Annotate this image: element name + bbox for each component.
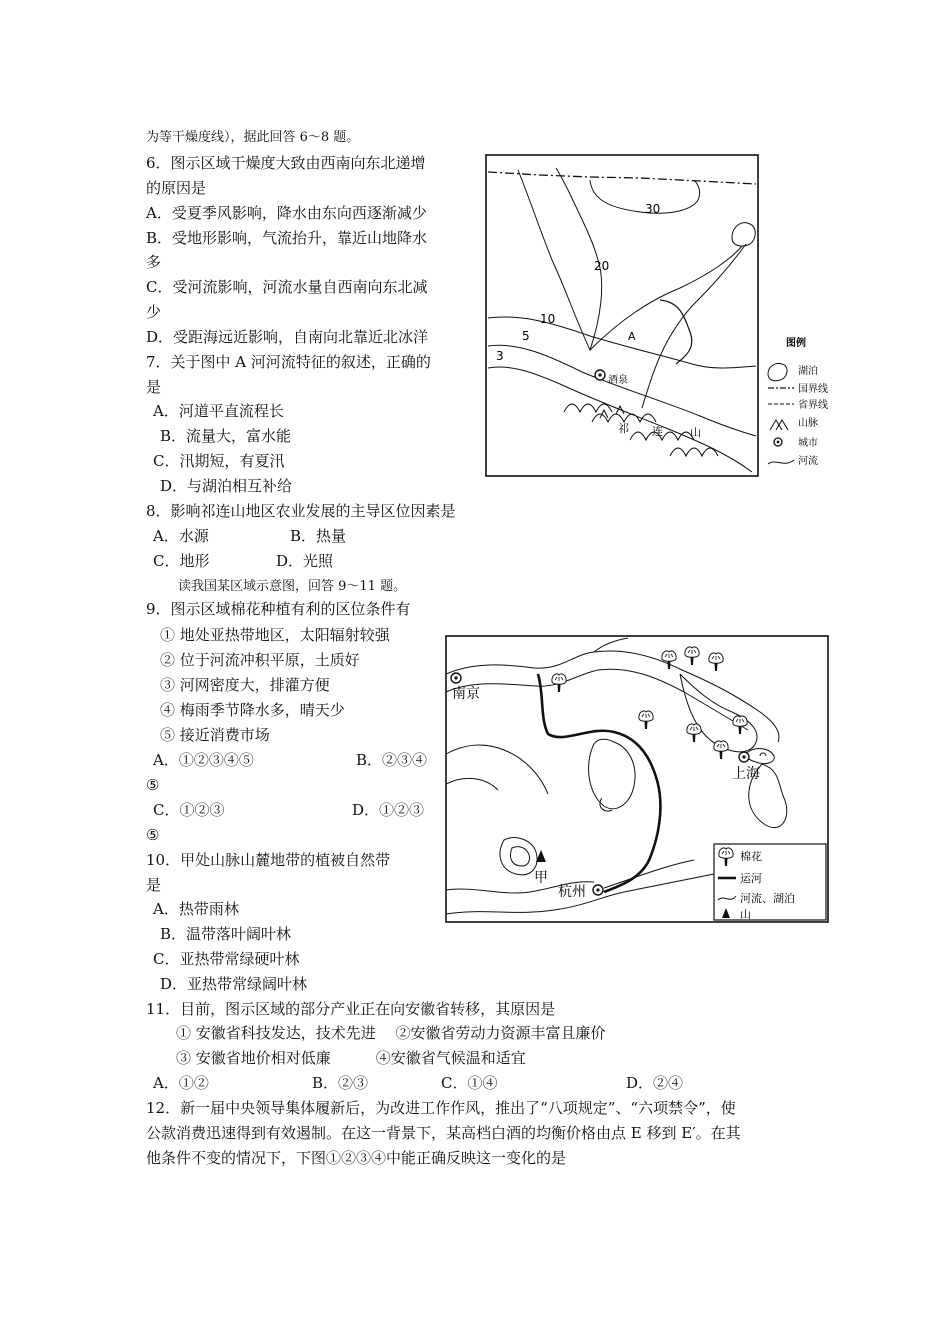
delta-map <box>444 634 830 924</box>
legend-title: 图例 <box>786 338 806 349</box>
q10-option-c[interactable]: C．亚热带常绿硬叶林 <box>153 950 300 968</box>
q6-stem-1: 6．图示区域干燥度大致由西南向东北递增 <box>146 154 426 172</box>
q6-option-c-2: 少 <box>146 303 162 321</box>
q12-line-3: 他条件不变的情况下，下图①②③④中能正确反映这一变化的是 <box>146 1149 567 1167</box>
q11-option-c[interactable]: C．①④ <box>441 1074 498 1092</box>
q10-stem-1: 10．甲处山脉山麓地带的植被自然带 <box>146 851 391 869</box>
city-label-jiuquan: 酒泉 <box>608 375 628 386</box>
q8-option-c[interactable]: C．地形 <box>153 552 210 570</box>
q11-option-b[interactable]: B．②③ <box>312 1074 369 1092</box>
q9-option-b-1[interactable]: B．②③④ <box>356 751 428 769</box>
legend-mountain: 山脉 <box>798 418 818 429</box>
legend-mountain: 山 <box>740 908 751 921</box>
q9-option-d-2: ⑤ <box>146 826 160 844</box>
q6-option-b-1[interactable]: B．受地形影响，气流抬升，靠近山地降水 <box>146 229 428 247</box>
q9-option-c[interactable]: C．①②③ <box>153 801 225 819</box>
q11-option-a[interactable]: A．①② <box>153 1074 209 1092</box>
q9-stem: 9．图示区域棉花种植有利的区位条件有 <box>146 600 411 618</box>
legend-river: 河流 <box>798 456 818 467</box>
q9-option-a[interactable]: A．①②③④⑤ <box>153 751 254 769</box>
read-line: 读我国某区域示意图，回答 9～11 题。 <box>178 579 407 594</box>
legend-lake: 湖泊 <box>798 366 818 377</box>
q9-item-5: ⑤ 接近消费市场 <box>160 726 270 744</box>
q6-option-b-2: 多 <box>146 253 162 271</box>
q11-option-d[interactable]: D．②④ <box>626 1074 684 1092</box>
q8-option-b[interactable]: B．热量 <box>290 527 347 545</box>
contour-label-30: 30 <box>645 202 661 216</box>
legend-river-lake: 河流、湖泊 <box>740 892 795 905</box>
q7-stem-2: 是 <box>146 378 162 396</box>
q12-line-2: 公款消费迅速得到有效遏制。在这一背景下，某高档白酒的均衡价格由点 E 移到 E′。在其 <box>146 1124 741 1142</box>
legend-cotton: 棉花 <box>740 850 762 863</box>
legend-national-border: 国界线 <box>798 384 828 395</box>
q8-option-a[interactable]: A．水源 <box>153 527 209 545</box>
legend-canal: 运河 <box>740 872 762 885</box>
q7-stem-1: 7．关于图中 A 河河流特征的叙述，正确的 <box>146 353 431 371</box>
contour-label-20: 20 <box>594 259 610 273</box>
q11-items-1-2: ① 安徽省科技发达，技术先进 ②安徽省劳动力资源丰富且廉价 <box>176 1024 606 1042</box>
mountain-icon <box>770 420 788 430</box>
q8-stem: 8．影响祁连山地区农业发展的主导区位因素是 <box>146 502 456 520</box>
q7-option-c[interactable]: C．汛期短，有夏汛 <box>153 452 285 470</box>
q9-item-3: ③ 河网密度大，排灌方便 <box>160 676 330 694</box>
river-label-a: A <box>628 330 636 343</box>
q6-option-c-1[interactable]: C．受河流影响，河流水量自西南向东北减 <box>146 278 428 296</box>
q9-option-d-1[interactable]: D．①②③ <box>352 801 425 819</box>
lake-icon <box>768 363 787 380</box>
river-icon <box>768 460 794 464</box>
mountain-label-jia: 甲 <box>534 870 548 886</box>
mountain-label-1: 祁 <box>618 422 629 435</box>
q10-option-d[interactable]: D．亚热带常绿阔叶林 <box>160 975 308 993</box>
q8-option-d[interactable]: D．光照 <box>276 552 334 570</box>
q10-stem-2: 是 <box>146 876 162 894</box>
q6-stem-2: 的原因是 <box>146 179 207 197</box>
q7-option-b[interactable]: B．流量大，富水能 <box>160 427 292 445</box>
q9-option-b-2: ⑤ <box>146 776 160 794</box>
q10-option-b[interactable]: B．温带落叶阔叶林 <box>160 925 292 943</box>
q11-stem: 11．目前，图示区域的部分产业正在向安徽省转移，其原因是 <box>146 1000 556 1018</box>
q7-option-d[interactable]: D．与湖泊相互补给 <box>160 477 293 495</box>
q12-line-1: 12．新一届中央领导集体履新后，为改进工作作风，推出了“八项规定”、“六项禁令”，使 <box>146 1099 736 1117</box>
city-label-hangzhou: 杭州 <box>558 884 586 900</box>
mountain-label-3: 山 <box>690 426 701 439</box>
city-label-shanghai: 上海 <box>732 766 760 782</box>
contour-label-3: 3 <box>496 349 504 363</box>
mountain-label-2: 连 <box>652 425 663 438</box>
legend-province-border: 省界线 <box>798 400 828 411</box>
contour-label-10: 10 <box>540 312 556 326</box>
city-label-nanjing: 南京 <box>452 686 480 702</box>
q7-option-a[interactable]: A．河道平直流程长 <box>153 402 284 420</box>
q9-item-4: ④ 梅雨季节降水多，晴天少 <box>160 701 345 719</box>
q9-item-1: ① 地处亚热带地区，太阳辐射较强 <box>160 626 390 644</box>
contour-label-5: 5 <box>522 329 530 343</box>
q11-items-3-4: ③ 安徽省地价相对低廉 ④安徽省气候温和适宜 <box>176 1049 526 1067</box>
q6-option-d[interactable]: D．受距海远近影响，自南向北靠近北冰洋 <box>146 328 429 346</box>
q9-item-2: ② 位于河流冲积平原，土质好 <box>160 651 360 669</box>
q10-option-a[interactable]: A．热带雨林 <box>153 900 239 918</box>
aridity-map <box>480 150 840 480</box>
legend-city: 城市 <box>798 438 818 449</box>
intro-line: 为等干燥度线），据此回答 6～8 题。 <box>146 130 360 145</box>
q6-option-a[interactable]: A．受夏季风影响，降水由东向西逐渐减少 <box>146 204 427 222</box>
